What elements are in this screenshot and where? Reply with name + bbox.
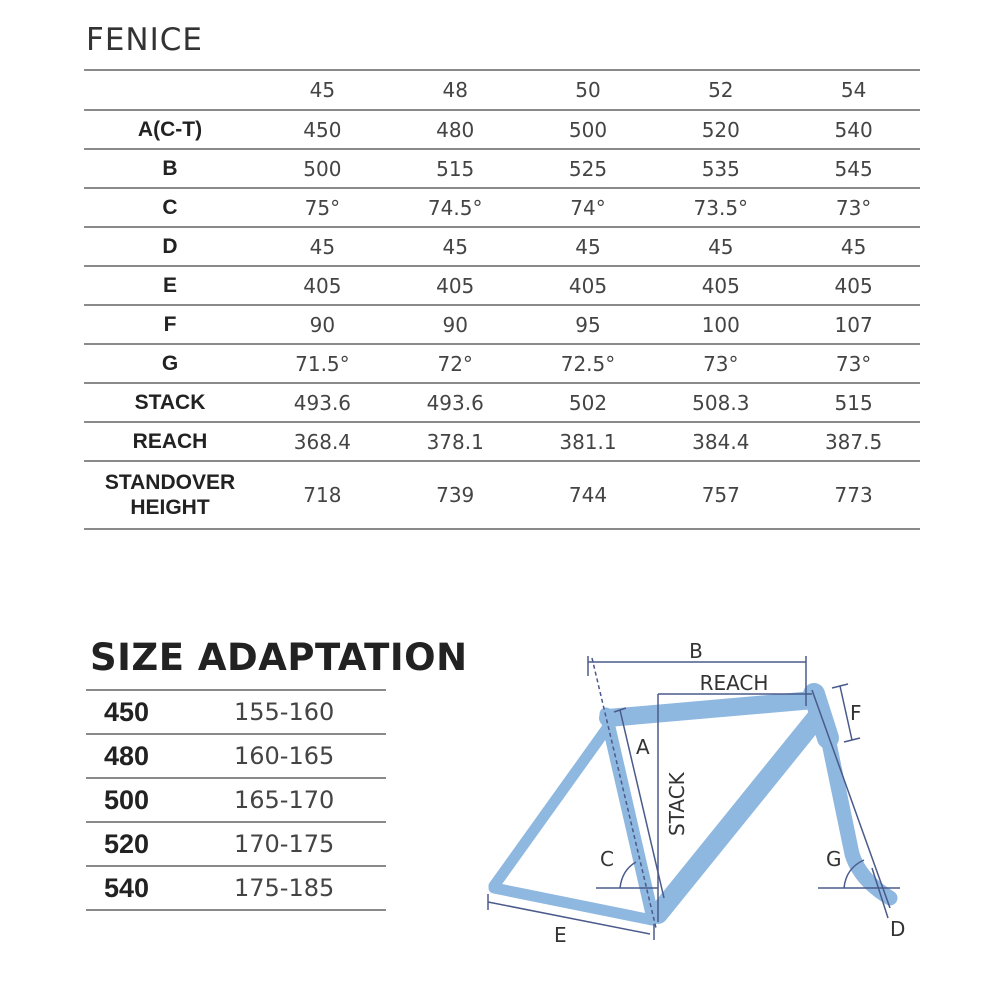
table-row bbox=[84, 305, 920, 344]
table-row bbox=[84, 188, 920, 227]
row-label: B bbox=[84, 149, 256, 188]
list-item bbox=[86, 734, 386, 778]
table-cell: 405 bbox=[389, 266, 522, 305]
size-header: 54 bbox=[787, 70, 920, 110]
row-label-line: HEIGHT bbox=[130, 496, 210, 519]
table-cell: 384.4 bbox=[654, 422, 787, 461]
table-row bbox=[84, 227, 920, 266]
header-blank-cell bbox=[84, 70, 256, 110]
table-cell: 515 bbox=[389, 149, 522, 188]
table-cell: 500 bbox=[256, 149, 389, 188]
list-item bbox=[86, 866, 386, 910]
row-label: REACH bbox=[84, 422, 256, 461]
list-item bbox=[86, 778, 386, 822]
page-title: FENICE bbox=[86, 22, 203, 58]
table-cell: 381.1 bbox=[522, 422, 655, 461]
height-range: 165-170 bbox=[234, 778, 386, 822]
row-label: E bbox=[84, 266, 256, 305]
table-cell: 450 bbox=[256, 110, 389, 149]
table-cell: 45 bbox=[522, 227, 655, 266]
row-label: C bbox=[84, 188, 256, 227]
table-cell: 493.6 bbox=[256, 383, 389, 422]
table-cell: 75° bbox=[256, 188, 389, 227]
label-b: B bbox=[689, 639, 703, 663]
table-cell: 387.5 bbox=[787, 422, 920, 461]
table-cell: 45 bbox=[256, 227, 389, 266]
list-item bbox=[86, 690, 386, 734]
frame-geometry-diagram bbox=[480, 636, 930, 966]
table-cell: 90 bbox=[389, 305, 522, 344]
table-cell: 72° bbox=[389, 344, 522, 383]
table-cell: 74.5° bbox=[389, 188, 522, 227]
size-adaptation-table bbox=[86, 689, 386, 911]
size-value: 520 bbox=[86, 822, 234, 866]
table-row bbox=[84, 344, 920, 383]
top-tube bbox=[608, 700, 814, 718]
label-g: G bbox=[826, 847, 842, 871]
label-reach: REACH bbox=[699, 671, 769, 695]
size-value: 450 bbox=[86, 690, 234, 734]
table-cell: 405 bbox=[522, 266, 655, 305]
bike-frame-tubes bbox=[494, 694, 890, 920]
height-range: 175-185 bbox=[234, 866, 386, 910]
table-cell: 45 bbox=[389, 227, 522, 266]
table-cell: 73° bbox=[787, 344, 920, 383]
table-cell: 500 bbox=[522, 110, 655, 149]
label-e: E bbox=[554, 923, 567, 947]
label-f: F bbox=[850, 701, 862, 725]
table-cell: 773 bbox=[787, 461, 920, 529]
size-value: 480 bbox=[86, 734, 234, 778]
label-a: A bbox=[636, 735, 650, 759]
geometry-table bbox=[84, 69, 920, 530]
table-cell: 74° bbox=[522, 188, 655, 227]
row-label: F bbox=[84, 305, 256, 344]
table-cell: 45 bbox=[787, 227, 920, 266]
table-cell: 45 bbox=[654, 227, 787, 266]
table-row bbox=[84, 422, 920, 461]
table-row bbox=[84, 383, 920, 422]
row-label: STACK bbox=[84, 383, 256, 422]
table-cell: 405 bbox=[256, 266, 389, 305]
table-row bbox=[84, 461, 920, 529]
row-label bbox=[84, 461, 256, 529]
table-cell: 73° bbox=[787, 188, 920, 227]
height-range: 170-175 bbox=[234, 822, 386, 866]
table-cell: 515 bbox=[787, 383, 920, 422]
table-cell: 405 bbox=[787, 266, 920, 305]
table-cell: 757 bbox=[654, 461, 787, 529]
table-cell: 90 bbox=[256, 305, 389, 344]
table-cell: 508.3 bbox=[654, 383, 787, 422]
table-cell: 95 bbox=[522, 305, 655, 344]
size-header: 45 bbox=[256, 70, 389, 110]
table-cell: 368.4 bbox=[256, 422, 389, 461]
table-cell: 545 bbox=[787, 149, 920, 188]
table-header-row bbox=[84, 70, 920, 110]
table-cell: 718 bbox=[256, 461, 389, 529]
table-cell: 71.5° bbox=[256, 344, 389, 383]
table-cell: 378.1 bbox=[389, 422, 522, 461]
table-cell: 744 bbox=[522, 461, 655, 529]
table-cell: 405 bbox=[654, 266, 787, 305]
seat-stay bbox=[494, 724, 610, 886]
table-cell: 107 bbox=[787, 305, 920, 344]
size-adaptation-title: SIZE ADAPTATION bbox=[90, 636, 468, 679]
size-value: 500 bbox=[86, 778, 234, 822]
table-cell: 73° bbox=[654, 344, 787, 383]
table-row bbox=[84, 266, 920, 305]
height-range: 160-165 bbox=[234, 734, 386, 778]
table-cell: 739 bbox=[389, 461, 522, 529]
dimension-labels bbox=[554, 639, 905, 947]
table-cell: 100 bbox=[654, 305, 787, 344]
list-item bbox=[86, 822, 386, 866]
table-cell: 502 bbox=[522, 383, 655, 422]
row-label: A(C-T) bbox=[84, 110, 256, 149]
chain-stay bbox=[494, 888, 652, 920]
size-header: 48 bbox=[389, 70, 522, 110]
label-stack: STACK bbox=[665, 772, 689, 836]
row-label-line: STANDOVER bbox=[104, 471, 236, 494]
table-cell: 72.5° bbox=[522, 344, 655, 383]
row-label: D bbox=[84, 227, 256, 266]
size-header: 52 bbox=[654, 70, 787, 110]
table-cell: 520 bbox=[654, 110, 787, 149]
c-angle-arc bbox=[620, 862, 636, 888]
table-cell: 73.5° bbox=[654, 188, 787, 227]
table-cell: 480 bbox=[389, 110, 522, 149]
size-header: 50 bbox=[522, 70, 655, 110]
table-row bbox=[84, 149, 920, 188]
table-cell: 525 bbox=[522, 149, 655, 188]
table-cell: 540 bbox=[787, 110, 920, 149]
row-label: G bbox=[84, 344, 256, 383]
table-cell: 535 bbox=[654, 149, 787, 188]
label-c: C bbox=[600, 847, 614, 871]
size-value: 540 bbox=[86, 866, 234, 910]
table-row bbox=[84, 110, 920, 149]
height-range: 155-160 bbox=[234, 690, 386, 734]
label-d: D bbox=[890, 917, 906, 941]
table-cell: 493.6 bbox=[389, 383, 522, 422]
